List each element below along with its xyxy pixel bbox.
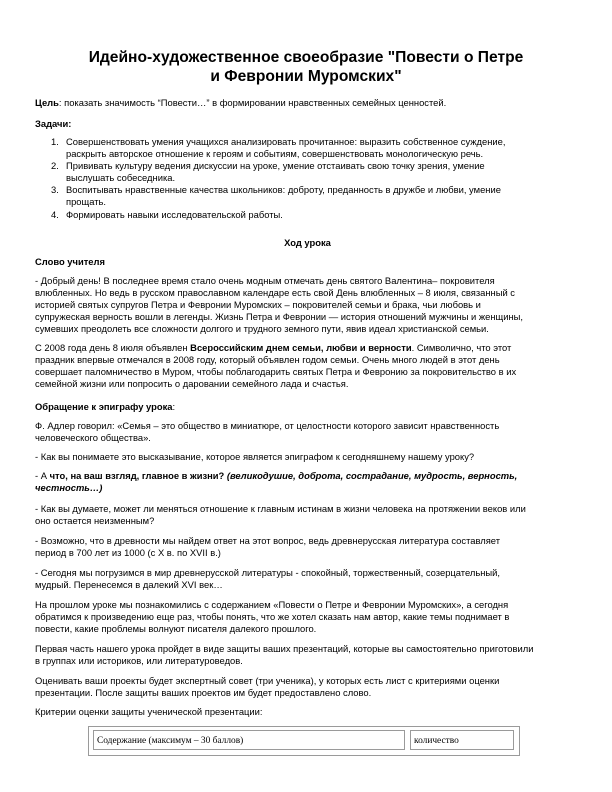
list-item-number: 2. — [51, 160, 59, 172]
table-header-count: количество — [410, 730, 514, 750]
question-2: - А что, на ваш взгляд, главное в жизни? (великодушие, доброта, сострадание, мудрость, верность, честность…) — [35, 470, 518, 494]
list-item — [35, 184, 580, 208]
previous-lesson-paragraph: На прошлом уроке мы познакомились с содержанием «Повести о Петре и Февронии Муромских», а сегодня обратимся к произведению еще раз, чтобы понять, что же хотел сказать нам автор, какие темы поднимает в повести, какие проблемы волнуют писателя далекого прошлого. — [35, 599, 510, 635]
teacher-heading: Слово учителя — [35, 256, 105, 267]
question-4: - Возможно, что в древности мы найдем ответ на этот вопрос, ведь древнерусская литература составляет период в 700 лет из 1000 (с X в. по XVII в.) — [35, 535, 500, 559]
epigraph-quote: Ф. Адлер говорил: «Семья – это общество в миниатюре, от целостности которого зависит нравственность человеческого общества». — [35, 420, 500, 444]
epigraph-heading: Обращение к эпиграфу урока: — [35, 401, 176, 412]
tasks-heading: Задачи: — [35, 118, 72, 129]
document-title — [40, 48, 572, 86]
tasks-list — [35, 136, 580, 221]
list-item-text: Прививать культуру ведения дискуссии на уроке, умение отстаивать свою точку зрения, умение — [66, 160, 485, 172]
holiday-name: Всероссийским днем семьи, любви и верности — [190, 342, 412, 353]
question-1: - Как вы понимаете это высказывание, которое является эпиграфом к сегодняшнему нашему уроку? — [35, 451, 475, 462]
list-item-text: Воспитывать нравственные качества школьников: доброту, преданность в дружбе и любви, умение — [66, 184, 501, 196]
list-item-text: выслушать собеседника. — [66, 172, 176, 184]
title-line-1: Идейно-художественное своеобразие "Повести о Петре — [88, 49, 524, 66]
intro-paragraph: - Добрый день! В последнее время стало очень модным отмечать день святого Валентина– покровителя влюбленных. Но ведь в русском православном календаре есть свой День влюбленных – 8 июля, связанный с историей святых супругов Петра и Февронии Муромских – покровителей семьи и брака, чьи любовь и супружеская верность вошли в легенды. Жизнь Петра и Февронии — история отношений мужчины и женщины, сумевших преодолеть все сложности долгого и трудного земного пути, явив идеал христианской семьи. — [35, 275, 524, 335]
list-item-number: 1. — [51, 136, 59, 147]
list-item — [35, 160, 580, 184]
title-line-2: и Февронии Муромских" — [210, 68, 402, 85]
list-item — [35, 209, 580, 221]
criteria-caption: Критерии оценки защиты ученической презентации: — [35, 706, 263, 717]
list-item-number: 4. — [51, 208, 59, 220]
list-item — [35, 136, 580, 160]
criteria-table — [88, 726, 520, 756]
presentations-paragraph: Первая часть нашего урока пройдет в виде защиты ваших презентаций, которые вы самостоятельно приготовили в группах или историков, или литературоведов. — [35, 643, 534, 667]
goal-label: Цель — [35, 97, 59, 108]
holiday-paragraph: С 2008 года день 8 июля объявлен Всероссийским днем семьи, любви и верности. Символично, что этот праздник впервые отмечался в 2008 году, который объявлен годом семьи. Очень много людей в этот день совершает паломничество в Муром, чтобы поблагодарить святых Петра и Февронию за покровительство в их семейной жизни или попросить о даровании семейного лада и счастья. — [35, 342, 517, 390]
question-3: - Как вы думаете, может ли меняться отношение к главным истинам в жизни человека на протяжении веков или оно остается неизменным? — [35, 503, 526, 527]
table-header-content: Содержание (максимум – 30 баллов) — [93, 730, 405, 750]
goal-paragraph — [35, 97, 580, 109]
list-item-text: Совершенствовать умения учащихся анализировать прочитанное: выразить собственное суждение, — [66, 136, 506, 147]
lesson-heading: Ход урока — [284, 237, 331, 248]
list-item-text: Формировать навыки исследовательской работы. — [66, 208, 283, 220]
tasks-label: Задачи — [35, 118, 69, 129]
list-item-number: 3. — [51, 184, 59, 196]
evaluation-paragraph: Оценивать ваши проекты будет экспертный совет (три ученика), у которых есть лист с критериями оценки презентации. После защиты ваших проектов им будет предоставлено слово. — [35, 675, 500, 699]
list-item-text: прощать. — [66, 196, 107, 208]
list-item-text: раскрыть авторское отношение к героям и событиям, совершенствовать монологическую речь. — [66, 148, 484, 160]
goal-text: : показать значимость “Повести…” в формировании нравственных семейных ценностей. — [58, 97, 447, 108]
question-5: - Сегодня мы погрузимся в мир древнерусской литературы - спокойный, торжественный, созерцательный, мудрый. Перенесемся в далекий XVI век… — [35, 567, 500, 591]
